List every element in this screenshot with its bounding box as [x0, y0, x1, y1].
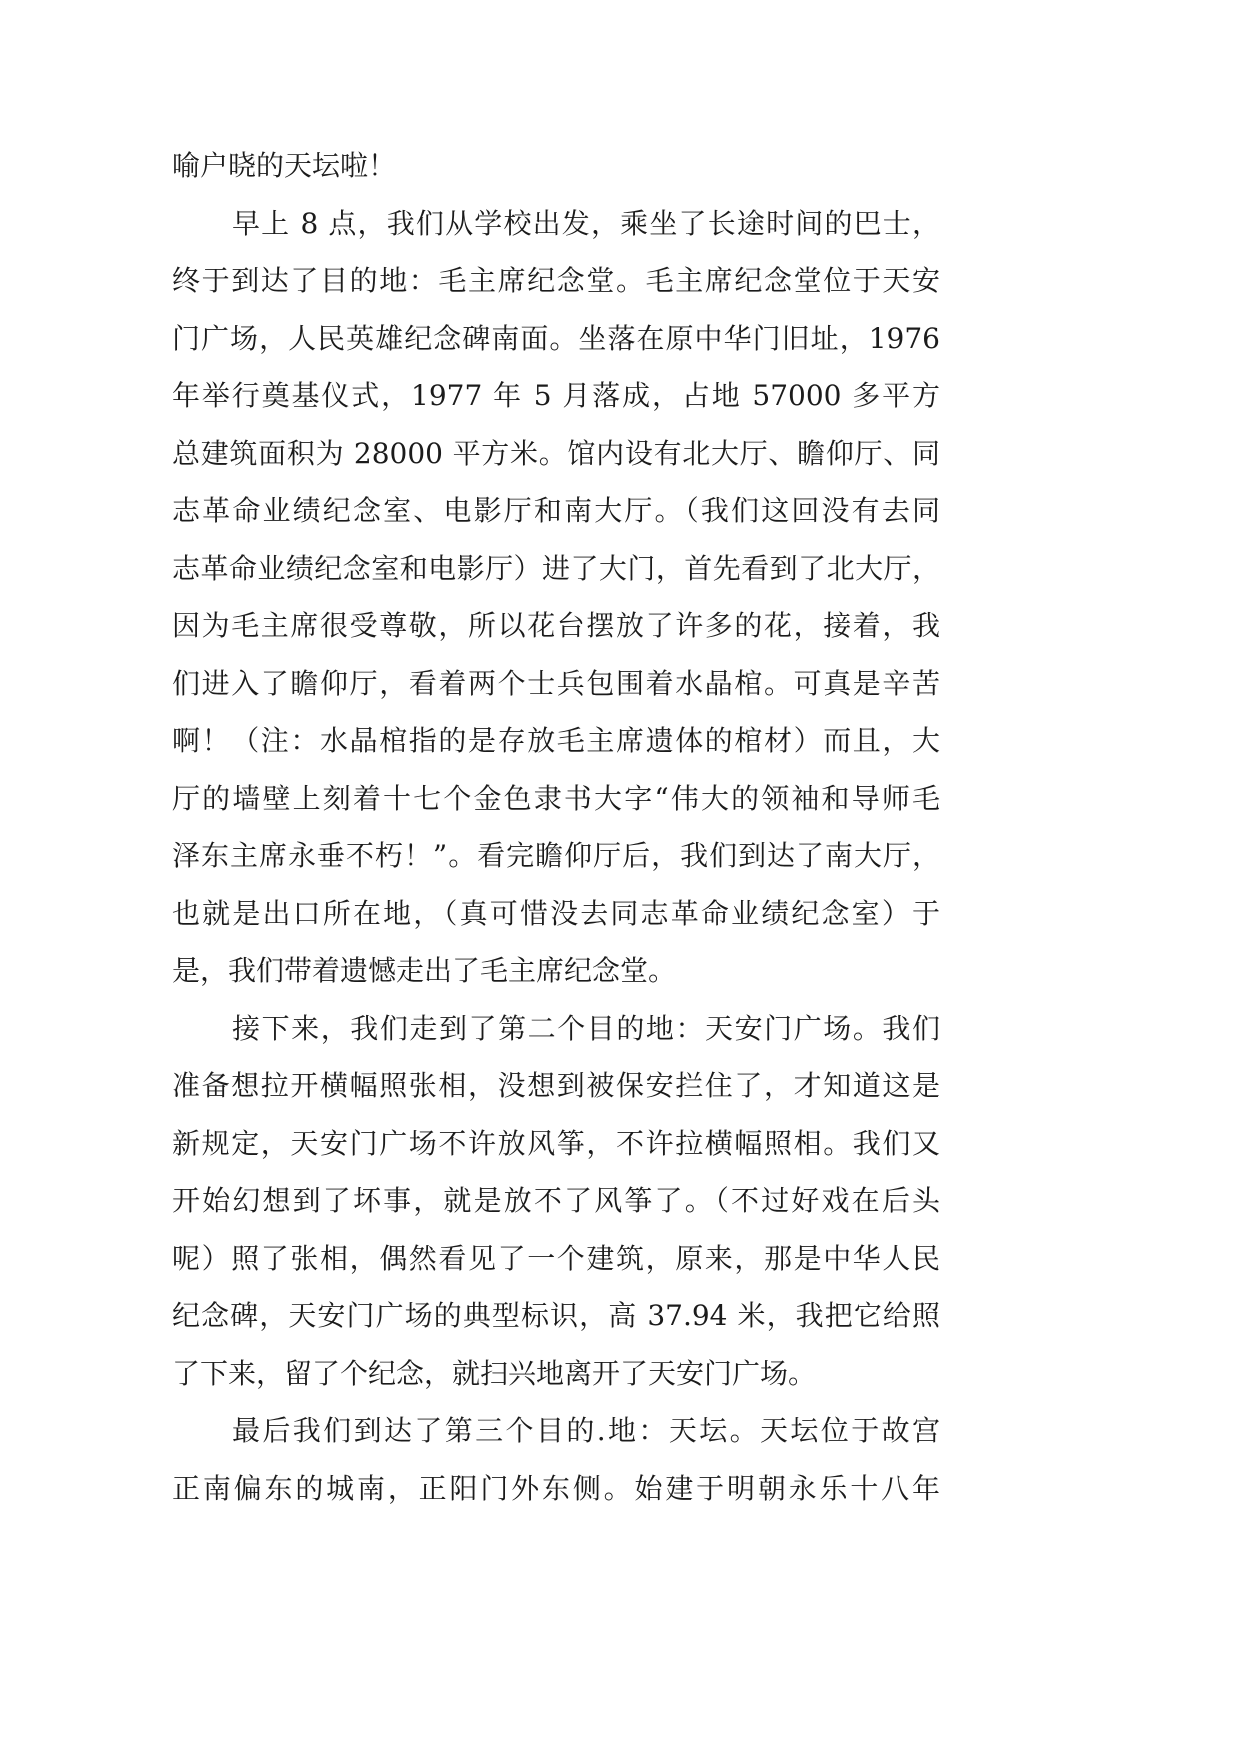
text-line: 也就是出口所在地，（真可惜没去同志革命业绩纪念室）于 [172, 896, 940, 930]
text-line: 了下来，留了个纪念，就扫兴地离开了天安门广场。 [172, 1356, 817, 1390]
text-line: 新规定，天安门广场不许放风筝，不许拉横幅照相。我们又 [172, 1126, 940, 1160]
text-line: 志革命业绩纪念室和电影厅）进了大门，首先看到了北大厅， [172, 551, 940, 585]
text-line: 年举行奠基仪式，1977 年 5 月落成，占地 57000 多平方 [172, 379, 940, 412]
text-line: 接下来，我们走到了第二个目的地：天安门广场。我们 [232, 1011, 940, 1045]
body-text [172, 137, 940, 1517]
text-line: 终于到达了目的地：毛主席纪念堂。毛主席纪念堂位于天安 [172, 264, 940, 297]
text-line: 最后我们到达了第三个目的.地：天坛。天坛位于故宫 [232, 1414, 940, 1447]
text-line: 门广场，人民英雄纪念碑南面。坐落在原中华门旧址，1976 [172, 321, 940, 355]
paragraph [172, 1000, 940, 1403]
text-line: 总建筑面积为 28000 平方米。馆内设有北大厅、瞻仰厅、同 [172, 436, 940, 470]
paragraph [172, 1402, 940, 1517]
text-line: 因为毛主席很受尊敬，所以花台摆放了许多的花，接着，我 [172, 609, 940, 642]
text-line: 志革命业绩纪念室、电影厅和南大厅。（我们这回没有去同 [172, 494, 940, 527]
text-line: 纪念碑，天安门广场的典型标识，高 37.94 米，我把它给照 [172, 1299, 940, 1332]
text-line: 呢）照了张相，偶然看见了一个建筑，原来，那是中华人民 [172, 1241, 940, 1275]
paragraph [172, 195, 940, 1000]
text-line: 正南偏东的城南，正阳门外东侧。始建于明朝永乐十八年 [172, 1471, 940, 1505]
text-line: 厅的墙壁上刻着十七个金色隶书大字“伟大的领袖和导师毛 [172, 781, 940, 815]
text-line: 喻户晓的天坛啦！ [172, 149, 397, 182]
text-line: 啊！（注：水晶棺指的是存放毛主席遗体的棺材）而且，大 [172, 724, 940, 757]
text-line: 准备想拉开横幅照张相，没想到被保安拦住了，才知道这是 [172, 1069, 940, 1102]
text-line: 是，我们带着遗憾走出了毛主席纪念堂。 [172, 954, 677, 987]
text-line: 们进入了瞻仰厅，看着两个士兵包围着水晶棺。可真是辛苦 [172, 666, 940, 700]
paragraph [172, 137, 940, 195]
text-line: 早上 8 点，我们从学校出发，乘坐了长途时间的巴士， [232, 206, 940, 240]
text-line: 开始幻想到了坏事，就是放不了风筝了。（不过好戏在后头 [172, 1184, 940, 1217]
text-line: 泽东主席永垂不朽！”。看完瞻仰厅后，我们到达了南大厅， [172, 839, 940, 872]
